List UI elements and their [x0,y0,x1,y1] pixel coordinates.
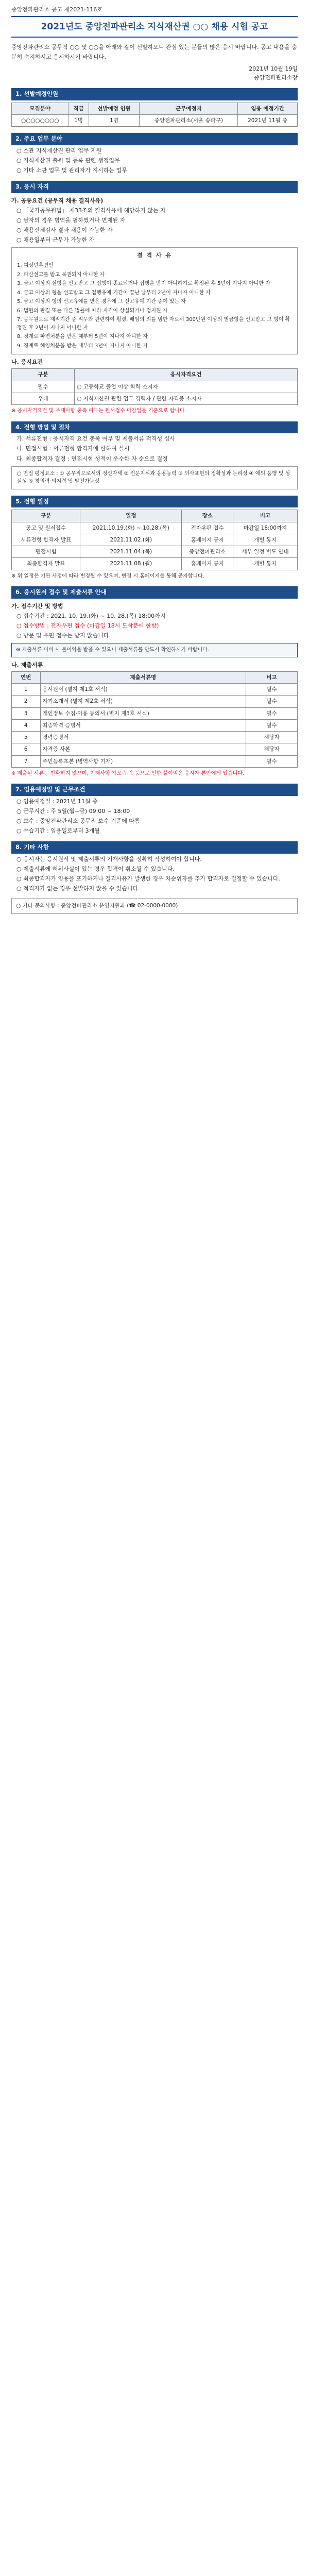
table-cell: ○ 고등학교 졸업 이상 학력 소지자 [75,381,298,393]
requirements-table [11,368,298,405]
box-title: 결 격 사 유 [137,252,172,259]
sub-heading: 가. 공통요건 (공무직 채용 결격사유) [11,197,104,204]
intro-text: 중앙전파관리소 공무직 ○○ 및 ○○을 아래와 같이 선발하오니 관심 있는 분들의 많은 응시 바랍니다. 공고 내용을 충분히 숙지하시고 응시하시기 바랍니다. [11,44,297,61]
table-cell: 자기소개서 (별지 제2호 서식) [40,696,246,707]
table-row [12,743,298,755]
table-header: 임용 예정기간 [238,103,298,114]
section-heading: 3. 응시 자격 [11,181,298,193]
table-header: 근무예정지 [140,103,238,114]
interview-criteria-box: ○ 면접 평정요소 : ① 공무직으로서의 정신자세 ② 전문지식과 응용능력 ③ 의사표현의 정확성과 논리성 ④ 예의·품행 및 성실성 ⑤ 창의력·의지력 및 발전가능성 [11,466,298,489]
list-item: 다. 최종합격자 결정 : 면접시험 성적이 우수한 자 순으로 결정 [16,455,168,462]
list-item: 3. 금고 이상의 실형을 선고받고 그 집행이 종료되거나 집행을 받지 아니하기로 확정된 후 5년이 지나지 아니한 자 [17,281,270,287]
table-header: 일정 [80,510,182,522]
recruit-table [11,103,298,127]
table-cell: 홈페이지 공지 [182,534,233,546]
issuer: 중앙전파관리소장 [253,74,298,81]
table-cell: 6 [12,743,41,755]
disqualification-box [11,247,298,354]
table-row [12,696,298,707]
table-cell: 면접시험 [12,546,80,558]
table-header: 모집분야 [12,103,68,114]
section-heading: 8. 기타 사항 [11,841,298,854]
table-header: 응시자격요건 [75,369,298,381]
list-item: ○ 소관 지식재산권 관리 업무 지원 [16,147,102,155]
list-item: ○ 접수기간 : 2021. 10. 19.(화) ~ 10. 28.(목) 18:00까지 [16,613,166,620]
list-item: ○ 지식재산권 출원 및 등록 관련 행정업무 [16,157,120,164]
table-cell: 필수 [246,719,298,731]
table-header: 구분 [12,510,80,522]
table-header: 직급 [68,103,89,114]
section-heading: 7. 임용예정일 및 근무조건 [11,784,298,796]
table-row [12,707,298,719]
table-cell: 5 [12,732,41,743]
list-item: ○ 채용일부터 근무가 가능한 자 [16,236,95,244]
table-cell: 3 [12,707,41,719]
note: ※ 제출된 서류는 반환하지 않으며, 기재사항 착오·누락 등으로 인한 불이익은 응시자 본인에게 있습니다. [11,770,245,776]
table-header: 제출서류명 [40,671,246,683]
documents-table [11,671,298,768]
list-item: 5. 금고 이상의 형의 선고유예를 받은 경우에 그 선고유예 기간 중에 있는 자 [17,299,186,305]
table-cell: 해당자 [246,743,298,755]
list-item: 9. 징계로 해임처분을 받은 때부터 3년이 지나지 아니한 자 [17,343,148,349]
table-cell: 개별 통지 [233,558,298,570]
list-item: 4. 금고 이상의 형을 선고받고 그 집행유예 기간이 끝난 날부터 2년이 지나지 아니한 자 [17,290,211,296]
list-item: ○ 적격자가 없는 경우 선발하지 않을 수 있습니다. [16,885,140,892]
table-row [12,755,298,767]
table-cell: 2021년 11월 중 [238,114,298,126]
table-header: 비고 [233,510,298,522]
table-cell: 2021.11.02.(화) [80,534,182,546]
notice-date: 2021년 10월 19일 [249,65,298,72]
table-cell: 전자우편 접수 [182,522,233,534]
list-item: ○ 「국가공무원법」 제33조의 결격사유에 해당하지 않는 자 [16,207,166,214]
table-row [12,719,298,731]
list-item: 7. 공무원으로 재직기간 중 직무와 관련하여 횡령, 배임의 죄를 범한 자로서 300만원 이상의 벌금형을 선고받고 그 형이 확정된 후 2년이 지나지 아니한 자 [17,317,290,331]
list-item: ○ 보수 : 중앙전파관리소 공무직 보수 기준에 따름 [16,818,140,825]
table-header: 구분 [12,369,75,381]
list-item: ○ 접수방법 : 전자우편 접수 (마감일 18시 도착분에 한함) [16,622,159,630]
table-cell: 최종학력 증명서 [40,719,246,731]
table-cell: 필수 [246,696,298,707]
list-item: 나. 면접시험 : 서류전형 합격자에 한하여 실시 [16,445,130,452]
table-row [12,393,298,404]
sub-heading: 가. 접수기간 및 방법 [11,603,63,609]
list-item: 6. 법원의 판결 또는 다른 법률에 따라 자격이 상실되거나 정지된 자 [17,308,168,314]
list-item: ○ 최종합격자가 임용을 포기하거나 결격사유가 발생한 경우 차순위자를 추가 합격자로 결정할 수 있습니다. [16,875,280,883]
contact-footer: ○ 기타 문의사항 : 중앙전파관리소 운영지원과 (☎ 02-0000-0000) [11,898,298,913]
table-cell: ○ 지식재산권 관련 업무 경력자 / 관련 자격증 소지자 [75,393,298,404]
table-cell: 7 [12,755,41,767]
section-heading: 2. 주요 업무 분야 [11,133,298,145]
table-cell: 주민등록초본 (병역사항 기재) [40,755,246,767]
table-header: 비고 [246,671,298,683]
section-heading: 1. 선발예정인원 [11,88,298,100]
table-cell: 필수 [12,381,75,393]
list-item: 1. 피성년후견인 [17,263,54,269]
table-cell: 4 [12,719,41,731]
table-cell: 서류전형 합격자 발표 [12,534,80,546]
list-item: ○ 수습기간 : 임용일로부터 3개월 [16,827,100,835]
table-cell: 1명 [89,114,140,126]
notice-number: 중앙전파관리소 공고 제2021-116호 [11,6,102,13]
list-item: 2. 파산선고를 받고 복권되지 아니한 자 [17,272,105,278]
table-cell: 중앙전파관리소 [182,546,233,558]
table-cell: 필수 [246,684,298,696]
table-row [12,522,298,534]
table-cell: 세부 일정 별도 안내 [233,546,298,558]
list-item: ○ 남자의 경우 병역을 필하였거나 면제된 자 [16,217,126,224]
page-title: 2021년도 중앙전파관리소 지식재산권 ○○ 채용 시험 공고 [41,22,268,32]
section-heading: 6. 응시원서 접수 및 제출서류 안내 [11,586,298,599]
table-cell: 1 [12,684,41,696]
table-cell: 해당자 [246,732,298,743]
table-cell: 개별 통지 [233,534,298,546]
sub-heading: 나. 제출서류 [11,661,43,668]
table-header: 연번 [12,671,41,683]
table-cell: 중앙전파관리소(서울 송파구) [140,114,238,126]
list-item: ○ 근무시간 : 주 5일(월~금) 09:00 ~ 18:00 [16,808,130,815]
table-cell: 2021.11.08.(월) [80,558,182,570]
list-item: ○ 채용신체검사 결과 채용이 가능한 자 [16,227,113,234]
table-row [12,114,298,126]
schedule-table [11,510,298,570]
list-item: ○ 임용예정일 : 2021년 11월 중 [16,798,98,805]
note: ※ 위 일정은 기관 사정에 따라 변경될 수 있으며, 변경 시 홈페이지를 통해 공지합니다. [11,573,204,579]
notice-box: ※ 제출서류 미비 시 불이익을 받을 수 있으니 제출서류를 반드시 확인하시기 바랍니다. [11,643,298,657]
section-heading: 5. 전형 일정 [11,496,298,508]
table-cell: 공고 및 원서접수 [12,522,80,534]
title-bar [11,16,298,38]
table-cell: 1명 [68,114,89,126]
table-cell: 응시원서 (별지 제1호 서식) [40,684,246,696]
table-header: 선발예정 인원 [89,103,140,114]
list-item: ○ 방문 및 우편 접수는 받지 않습니다. [16,632,111,639]
table-cell: 우대 [12,393,75,404]
table-row [12,732,298,743]
table-cell: 경력증명서 [40,732,246,743]
table-cell: 개인정보 수집·이용 동의서 (별지 제3호 서식) [40,707,246,719]
table-cell: 마감일 18:00까지 [233,522,298,534]
list-item: 가. 서류전형 : 응시자격 요건 충족 여부 및 제출서류 적격성 심사 [16,435,175,443]
table-cell: 2 [12,696,41,707]
note: ※ 응시자격요건 및 우대사항 충족 여부는 원서접수 마감일을 기준으로 합니다. [11,408,186,414]
list-item: ○ 응시자는 응시원서 및 제출서류의 기재사항을 정확히 작성하여야 합니다. [16,856,202,863]
list-item: ○ 제출서류에 허위사실이 있는 경우 합격이 취소될 수 있습니다. [16,866,175,873]
table-row [12,546,298,558]
table-row [12,534,298,546]
table-cell: 필수 [246,707,298,719]
table-cell: 2021.11.04.(목) [80,546,182,558]
table-cell: 2021.10.19.(화) ~ 10.28.(목) [80,522,182,534]
table-cell: 자격증 사본 [40,743,246,755]
table-row [12,381,298,393]
table-cell: ○○○○○○○○ [12,114,68,126]
sub-heading: 나. 응시요건 [11,359,43,366]
table-header: 장소 [182,510,233,522]
table-cell: 최종합격자 발표 [12,558,80,570]
table-row [12,684,298,696]
table-cell: 필수 [246,755,298,767]
list-item: ○ 기타 소관 업무 및 관리자가 지시하는 업무 [16,167,127,174]
section-heading: 4. 전형 방법 및 절차 [11,421,298,434]
table-cell: 홈페이지 공지 [182,558,233,570]
list-item: 8. 징계로 파면처분을 받은 때부터 5년이 지나지 아니한 자 [17,334,148,340]
date-block [11,64,298,82]
table-row [12,558,298,570]
